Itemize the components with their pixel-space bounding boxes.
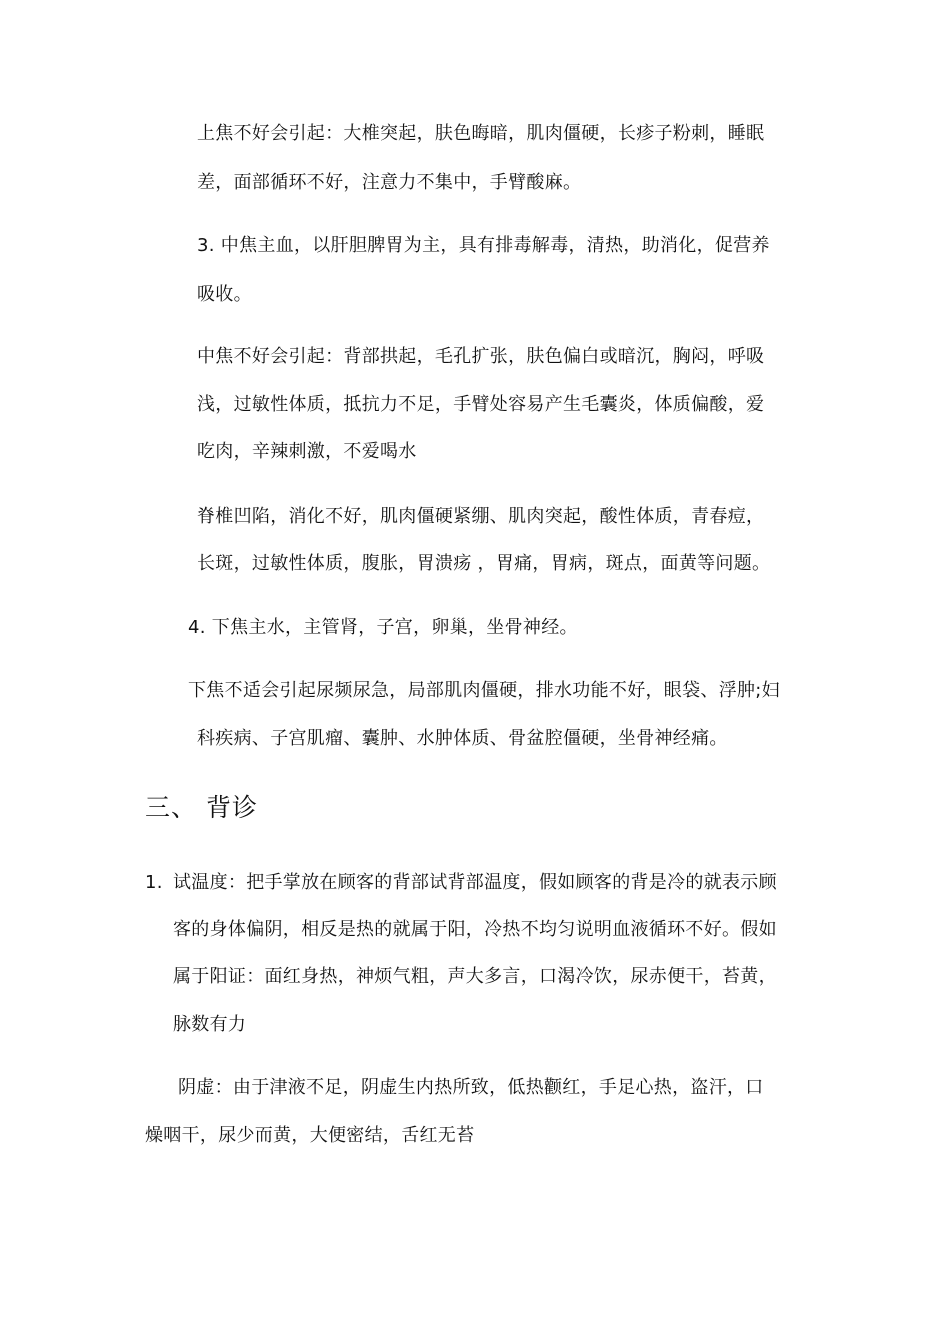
temperature-test-number: 1. [145,872,163,893]
lower-jiao-line-1: 4. 下焦主水，主管肾，子宫，卵巢，坐骨神经。 [188,617,578,638]
spine-effects-line-2: 长斑，过敏性体质，腹胀，胃溃疡 ，胃痛，胃病，斑点，面黄等问题。 [197,553,771,574]
temperature-test-line-4: 脉数有力 [173,1014,247,1035]
middle-jiao-effects-line-1: 中焦不好会引起：背部拱起，毛孔扩张，肤色偏白或暗沉，胸闷，呼吸 [197,346,765,367]
yin-deficiency-line-2: 燥咽干，尿少而黄，大便密结，舌红无苔 [145,1125,475,1146]
middle-jiao-line-1: 3. 中焦主血，以肝胆脾胃为主，具有排毒解毒，清热，助消化，促营养 [197,235,770,256]
middle-jiao-effects-line-2: 浅，过敏性体质，抵抗力不足，手臂处容易产生毛囊炎，体质偏酸，爱 [197,394,765,415]
temperature-test-line-2: 客的身体偏阴，相反是热的就属于阳，冷热不均匀说明血液循环不好。假如 [173,919,777,940]
temperature-test-line-1: 试温度：把手掌放在顾客的背部试背部温度，假如顾客的背是冷的就表示顾 [173,872,777,893]
spine-effects-line-1: 脊椎凹陷，消化不好，肌肉僵硬紧绷、肌肉突起，酸性体质，青春痘， [197,506,765,527]
temperature-test-line-3: 属于阳证：面红身热，神烦气粗，声大多言，口渴冷饮，尿赤便干，苔黄， [173,966,777,987]
yin-deficiency-line-1: 阴虚：由于津液不足，阴虚生内热所致，低热颧红，手足心热，盗汗，口 [178,1077,764,1098]
lower-jiao-effects-line-1: 下焦不适会引起尿频尿急，局部肌肉僵硬，排水功能不好，眼袋、浮肿;妇 [188,680,780,701]
lower-jiao-effects-line-2: 科疾病、子宫肌瘤、囊肿、水肿体质、骨盆腔僵硬，坐骨神经痛。 [197,728,728,749]
upper-jiao-effects-line-2: 差，面部循环不好，注意力不集中，手臂酸麻。 [197,172,582,193]
upper-jiao-effects-line-1: 上焦不好会引起：大椎突起，肤色晦暗，肌肉僵硬，长疹子粉刺，睡眠 [197,123,765,144]
middle-jiao-line-2: 吸收。 [197,284,252,305]
middle-jiao-effects-line-3: 吃肉，辛辣刺激，不爱喝水 [197,441,417,462]
section-heading: 三、 背诊 [145,793,258,822]
